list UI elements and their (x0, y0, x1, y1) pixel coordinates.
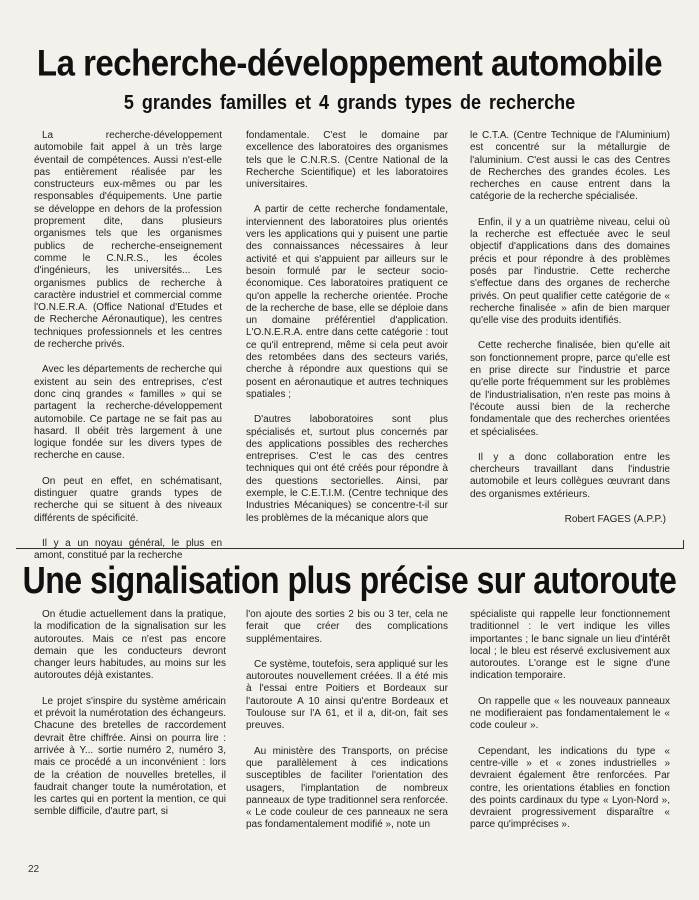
article1-col2-paragraph: D'autres laboboratoires sont plus spécialisés et, surtout plus concernés par des applications possibles des recherches entreprises. C'est le cas des centres techniques qui ont été créés pour répondre à des questions sectorielles. Ainsi, par exemple, le C.E.T.I.M. (Centre technique des Industries Mécaniques) se concentre-t-il sur les problèmes de la mécanique alors que (246, 414, 448, 524)
article1-column-2 (246, 130, 448, 538)
article1-col2-paragraph: A partir de cette recherche fondamentale, interviennent des laboratoires plus orientés vers les applications qui y puisent une partie des connaissances nécessaires à leur activité et qui s'appuient par ailleurs sur le besoin formulé par le secteur socio-économique. Ces laboratoires pratiquent ce qu'on appelle la recherche orientée. Proche de la recherche de base, elle se déploie dans un domaine préférentiel d'application. L'O.N.E.R.A. entre dans cette catégorie : tout ce qu'il entreprend, même si cela peut avoir des retombées dans des secteurs variés, cherche à répondre aux questions qui se posent en aéronautique et autres techniques spatiales ; (246, 204, 448, 400)
article1-column-1 (34, 130, 222, 576)
article1-col3-paragraph: Enfin, il y a un quatrième niveau, celui où la recherche est effectuée avec le seul objectif d'applications dans des domaines précis et pour répondre à des problèmes posés par l'industrie. Cette recherche s'effectue dans des organes de recherche privés. On peut qualifier cette catégorie de « recherche finalisée » afin de bien marquer qu'elle vise des produits identifiés. (470, 216, 670, 327)
article1-col2-paragraph: fondamentale. C'est le domaine par excellence des laboratoires des organismes tels que le C.N.R.S. (Centre National de la Recherche Scientifique) et les laboratoires universitaires. (246, 130, 448, 191)
article2-col3-paragraph: On rappelle que « les nouveaux panneaux ne modifieraient pas fondamentalement le « code couleur ». (470, 695, 670, 732)
article2-col2-paragraph: Ce système, toutefois, sera appliqué sur les autoroutes nouvellement créées. Il a été mis à l'essai entre Poitiers et Bordeaux sur l'autoroute A 10 ainsi qu'entre Bordeaux et Toulouse sur l'A 61, et il a, dit-on, fait ses preuves. (246, 658, 448, 732)
article2-col3-paragraph: spécialiste qui rappelle leur fonctionnement traditionnel : le vert indique les villes importantes ; le banc signale un lieu d'intérêt local ; le bleu est réservé exclusivement aux autoroutes. L'orange est le signe d'une indication temporaire. (470, 609, 670, 682)
page-number: 22 (28, 864, 40, 875)
article2-column-1 (34, 609, 226, 832)
article1-col3-paragraph: Il y a donc collaboration entre les chercheurs travaillant dans l'industrie automobile et leurs collègues œuvrant dans des organismes extérieurs. (470, 451, 670, 500)
article2-title: Une signalisation plus précise sur autoroute (22, 558, 677, 602)
section-divider (16, 540, 684, 549)
article1-col1-paragraph: Il y a un noyau général, le plus en amont, constitué par la recherche (34, 537, 222, 562)
article1-title: La recherche-développement automobile (36, 41, 663, 84)
article2-column-3 (470, 609, 670, 845)
article1-column-3 (470, 130, 670, 526)
article1-col3-paragraph: le C.T.A. (Centre Technique de l'Aluminium) est concentré sur la métallurgie de l'aluminium. C'est aussi le cas des Centres de Recherches des grandes écoles. Les recherches en cause entrent dans la catégorie de la recherche spécialisée. (470, 130, 670, 203)
article1-signature: Robert FAGES (A.P.P.) (564, 514, 666, 526)
article1-col3-paragraph: Cette recherche finalisée, bien qu'elle ait son fonctionnement propre, parce qu'elle est en prise directe sur l'industrie et parce qu'elle porte fréquemment sur les problèmes de l'industrialisation, n'en reste pas moins à l'écoute aussi bien de la recherche fondamentale que des recherches orientées et spécialisées. (470, 340, 670, 438)
article2-col1-paragraph: Le projet s'inspire du système américain et prévoit la numérotation des échangeurs. Chacune des bretelles de raccordement devrait être chiffrée. Ainsi on pourra lire : arrivée à Y... sortie numéro 2, numéro 3, mais ce procédé a un inconvénient : lors de la création de nouvelles bretelles, il faudrait changer toute la numérotation, et les cartes qui en portent la mention, ce qui semble difficile, d'autre part, si (34, 695, 226, 818)
article2-column-2 (246, 609, 448, 845)
article2-col1-paragraph: On étudie actuellement dans la pratique, la modification de la signalisation sur les autoroutes. Mais ce n'est pas encore demain que les conducteurs devront changer leurs habitudes, au moins sur les autoroutes déjà existantes. (34, 609, 226, 682)
article1-col1-paragraph: Avec les départements de recherche qui existent au sein des entreprises, c'est donc cinq grandes « familles » qui se partagent la recherche-développement automobile. Ce partage ne se fait pas au hasard. Il obéit très largement à une logique fondée sur les divers types de recherche en cause. (34, 364, 222, 462)
article2-col2-paragraph: l'on ajoute des sorties 2 bis ou 3 ter, cela ne ferait que créer des complications supplémentaires. (246, 609, 448, 645)
article1-subtitle: 5 grandes familles et 4 grands types de recherche (123, 90, 576, 114)
article2-col3-paragraph: Cependant, les indications du type « centre-ville » et « zones industrielles » devraient également être renforcées. Par contre, les orientations établies en fonction des points cardinaux du type « Lyon-Nord », devraient progressivement disparaître « parce qu'imprécises ». (470, 745, 670, 831)
article2-col2-paragraph: Au ministère des Transports, on précise que parallèlement à ces indications susceptibles de faciliter l'orientation des usagers, l'implantation de nombreux panneaux de type traditionnel sera renforcée. « Le code couleur de ces panneaux ne sera pas fondamentalement modifié », note un (246, 745, 448, 831)
article1-col1-paragraph: La recherche-développement automobile fait appel à un très large éventail de compétences. Aussi n'est-elle pas entièrement réalisée par les constructeurs eux-mêmes ou par les responsables d'équipements. Une partie se développe en dehors de la profession proprement dite, dans plusieurs organismes tels que les organismes publics de recherche-enseignement comme le C.N.R.S., les écoles d'ingénieurs, les universités... Les organismes publics de recherche à caractère industriel et commercial comme l'O.N.E.R.A. (Office National d'Etudes et de Recherche Aéronautique), les centres techniques professionnels et les centres de recherche privés. (34, 130, 222, 351)
article1-col1-paragraph: On peut en effet, en schématisant, distinguer quatre grands types de recherche qui se situent à des niveaux différents de spécificité. (34, 475, 222, 524)
